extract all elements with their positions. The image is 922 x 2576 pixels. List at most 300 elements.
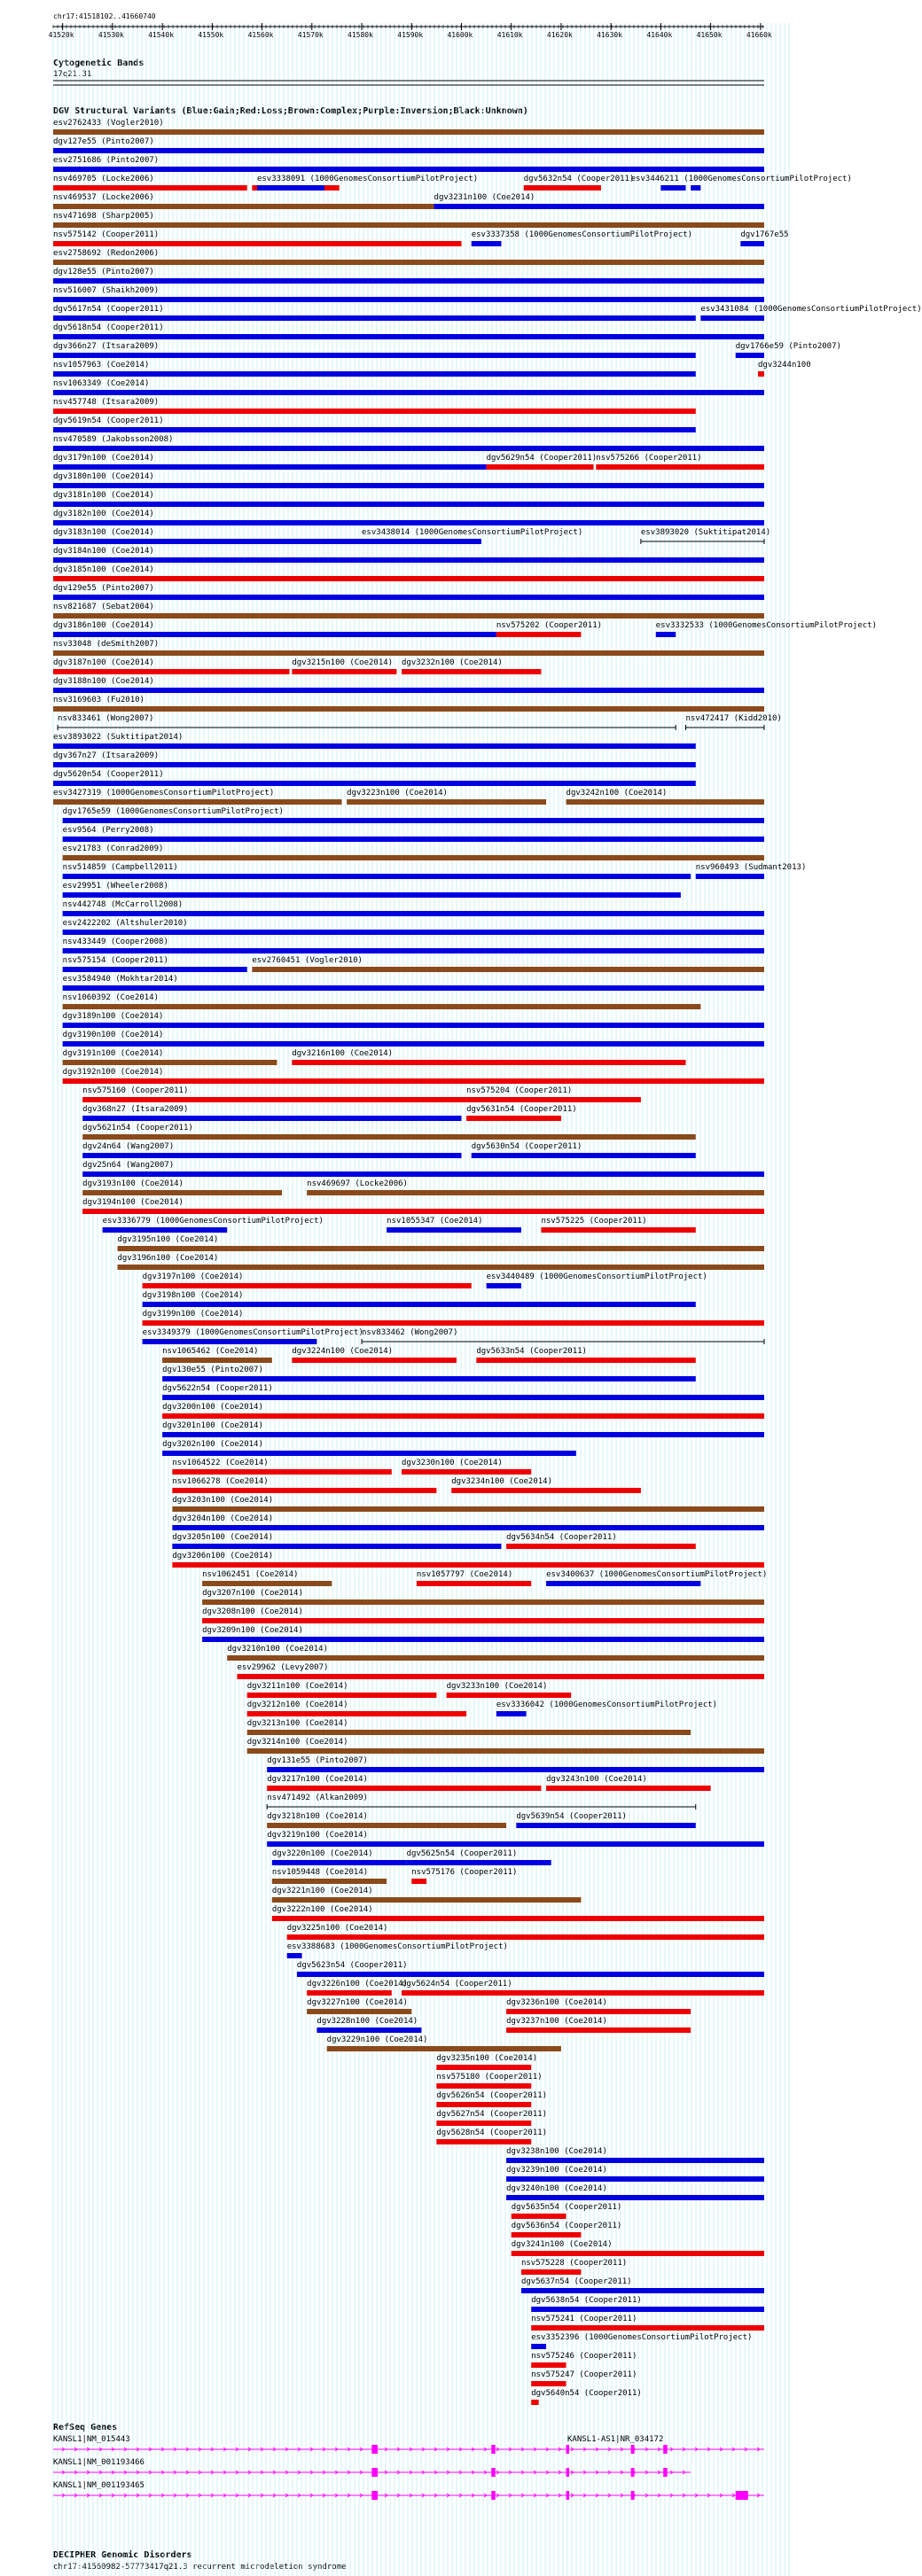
variant-label: dgv24n64 (Wang2007) <box>82 1142 175 1151</box>
variant-bar <box>63 818 764 823</box>
variant-bar <box>53 446 764 451</box>
decipher-disorder-label: chr17:41560982-57773417q21.3 recurrent microdeletion syndrome <box>53 2563 347 2572</box>
variant-label: nsv516007 (Shaikh2009) <box>53 286 160 295</box>
variant-bar <box>172 1544 501 1549</box>
variant-label: esv3893020 (Suktitipat2014) <box>640 528 771 537</box>
variant-label: dgv5638n54 (Cooper2011) <box>531 2296 642 2305</box>
variant-bar <box>436 2139 531 2144</box>
variant-bar <box>267 1823 506 1828</box>
variant-bar <box>82 1134 696 1140</box>
variant-label: dgv3229n100 (Coe2014) <box>326 2035 428 2044</box>
variant-label: esv3352396 (1000GenomesConsortiumPilotProject) <box>531 2333 753 2342</box>
variant-bar <box>506 2027 691 2033</box>
variant-bar <box>172 1469 391 1475</box>
variant-label: dgv3226n100 (Coe2014) <box>307 1980 408 1988</box>
variant-bar <box>472 1153 696 1158</box>
variant-bar <box>402 1990 764 1996</box>
gene-exon <box>491 2445 495 2454</box>
variant-bar <box>247 1748 764 1754</box>
variant-bar <box>63 1041 764 1047</box>
variant-bar <box>297 1972 764 1977</box>
variant-label: dgv3221n100 (Coe2014) <box>271 1887 373 1895</box>
variant-bar <box>82 1190 282 1195</box>
variant-label: dgv3222n100 (Coe2014) <box>271 1905 373 1914</box>
variant-label: nsv575246 (Cooper2011) <box>531 2352 637 2361</box>
variant-bar <box>63 1078 764 1084</box>
variant-label: dgv3186n100 (Coe2014) <box>53 621 154 630</box>
variant-label: dgv3179n100 (Coe2014) <box>53 454 154 463</box>
variant-bar <box>53 743 696 749</box>
variant-label: esv3427319 (1000GenomesConsortiumPilotProject) <box>53 789 275 798</box>
variant-bar <box>82 1209 764 1214</box>
variant-bar <box>53 520 764 525</box>
variant-label: esv9564 (Perry2008) <box>62 826 154 835</box>
variant-bar <box>53 427 696 432</box>
axis-tick-label: 41530k <box>98 31 124 39</box>
variant-bar <box>691 185 700 191</box>
gene-exon <box>663 2445 667 2454</box>
variant-label: dgv3180n100 (Coe2014) <box>53 472 154 481</box>
variant-bar <box>53 409 696 414</box>
variant-bar <box>660 185 685 191</box>
variant-bar <box>287 1953 302 1958</box>
variant-label: esv3337358 (1000GenomesConsortiumPilotProject) <box>471 230 692 239</box>
variant-bar <box>53 669 290 674</box>
variant-label: dgv367n27 (Itsara2009) <box>53 751 160 760</box>
decipher-track-title: DECIPHER Genomic Disorders <box>53 2550 192 2560</box>
variant-label: dgv3219n100 (Coe2014) <box>267 1831 368 1840</box>
variant-bar <box>143 1339 317 1344</box>
variant-bar <box>466 1116 561 1121</box>
variant-label: nsv821687 (Sebat2004) <box>53 603 154 611</box>
variant-label: dgv3203n100 (Coe2014) <box>172 1496 274 1505</box>
variant-bar <box>53 148 764 153</box>
variant-bar <box>700 315 764 321</box>
variant-label: dgv3242n100 (Coe2014) <box>566 789 668 798</box>
variant-label: dgv3201n100 (Coe2014) <box>162 1421 263 1430</box>
variant-bar <box>267 1767 764 1772</box>
variant-label: dgv5635n54 (Cooper2011) <box>511 2203 622 2212</box>
gene-exon <box>491 2491 495 2500</box>
variant-bar <box>307 2009 411 2014</box>
axis-tick-label: 41560k <box>247 31 274 39</box>
variant-bar <box>53 557 764 563</box>
variant-label: esv2751686 (Pinto2007) <box>53 156 160 165</box>
variant-bar <box>53 688 764 693</box>
variant-label: dgv5622n54 (Cooper2011) <box>162 1384 273 1393</box>
variant-label: esv3336042 (1000GenomesConsortiumPilotProject) <box>496 1700 718 1709</box>
variant-bar <box>531 2307 764 2312</box>
variant-bar <box>63 855 764 860</box>
variant-bar <box>82 1153 461 1158</box>
variant-bar <box>531 2362 566 2368</box>
variant-label: nsv471698 (Sharp2005) <box>53 212 154 221</box>
variant-bar <box>53 297 764 302</box>
gene-exon <box>371 2468 378 2477</box>
variant-label: dgv5617n54 (Cooper2011) <box>53 305 164 314</box>
variant-label: dgv3234n100 (Coe2014) <box>451 1477 553 1486</box>
variant-label: nsv575228 (Cooper2011) <box>520 2259 628 2268</box>
variant-label: esv3336779 (1000GenomesConsortiumPilotProject) <box>102 1217 324 1226</box>
variant-bar <box>162 1413 764 1419</box>
axis-tick-label: 41580k <box>348 31 373 39</box>
variant-bar <box>531 2325 764 2331</box>
variant-label: dgv3231n100 (Coe2014) <box>434 193 535 202</box>
variant-bar <box>202 1599 764 1605</box>
variant-label: dgv3185n100 (Coe2014) <box>53 565 154 574</box>
variant-bar <box>758 371 764 377</box>
variant-bar <box>292 1358 457 1363</box>
variant-label: esv21783 (Conrad2009) <box>62 844 164 853</box>
variant-bar <box>524 185 601 191</box>
variant-bar <box>272 1860 407 1865</box>
variant-label: nsv1057963 (Coe2014) <box>53 361 150 370</box>
variant-label: nsv472417 (Kidd2010) <box>685 714 782 723</box>
variant-bar <box>521 2288 764 2293</box>
variant-bar <box>53 483 764 488</box>
variant-label: dgv5640n54 (Cooper2011) <box>531 2389 642 2398</box>
variant-bar <box>162 1358 272 1363</box>
variant-bar <box>53 315 696 321</box>
variant-bar <box>506 2009 691 2014</box>
variant-bar <box>566 799 764 805</box>
variant-label: dgv3211n100 (Coe2014) <box>246 1682 348 1691</box>
axis-tick-label: 41620k <box>546 31 573 39</box>
variant-label: nsv833461 (Wong2007) <box>58 714 154 723</box>
axis-tick-label: 41650k <box>696 31 723 39</box>
variant-bar <box>252 967 764 972</box>
variant-label: esv3332533 (1000GenomesConsortiumPilotProject) <box>655 621 877 630</box>
variant-label: nsv469537 (Locke2006) <box>53 193 154 202</box>
variant-bar <box>740 241 764 246</box>
variant-bar <box>63 930 764 935</box>
variant-label: dgv3192n100 (Coe2014) <box>62 1068 164 1077</box>
variant-label: dgv5630n54 (Cooper2011) <box>471 1142 582 1151</box>
variant-label: nsv833462 (Wong2007) <box>362 1328 458 1337</box>
gene-label: KANSL1|NM_001193466 <box>53 2458 145 2467</box>
gene-exon <box>566 2468 569 2477</box>
variant-label: dgv3210n100 (Coe2014) <box>227 1645 328 1654</box>
variant-label: dgv3195n100 (Coe2014) <box>117 1235 219 1244</box>
variant-label: esv29962 (Levy2007) <box>237 1663 329 1672</box>
variant-bar <box>411 1879 426 1884</box>
variant-label: dgv5637n54 (Cooper2011) <box>520 2277 632 2286</box>
variant-label: nsv1060392 (Coe2014) <box>62 993 160 1002</box>
variant-label: dgv3194n100 (Coe2014) <box>82 1198 184 1207</box>
variant-bar <box>487 1283 521 1288</box>
variant-bar <box>402 1469 531 1475</box>
variant-bar <box>118 1265 764 1270</box>
variant-bar <box>521 2269 581 2275</box>
variant-label: dgv3191n100 (Coe2014) <box>62 1049 164 1058</box>
variant-bar <box>546 1786 711 1791</box>
gene-exon <box>631 2491 635 2500</box>
variant-bar <box>63 892 681 898</box>
variant-bar <box>53 278 764 284</box>
variant-label: esv3893022 (Suktitipat2014) <box>53 733 184 742</box>
variant-label: dgv5632n54 (Cooper2011) <box>523 175 635 183</box>
variant-bar <box>307 1190 764 1195</box>
variant-label: nsv33048 (deSmith2007) <box>53 640 160 649</box>
variant-label: nsv575154 (Cooper2011) <box>62 956 168 965</box>
variant-label: dgv366n27 (Itsara2009) <box>53 342 160 351</box>
variant-bar <box>496 1711 527 1716</box>
variant-label: dgv3188n100 (Coe2014) <box>53 677 154 686</box>
variant-label: dgv5618n54 (Cooper2011) <box>53 323 164 332</box>
variant-label: dgv3230n100 (Coe2014) <box>402 1459 503 1467</box>
variant-bar <box>476 1358 695 1363</box>
variant-bar <box>506 2176 764 2182</box>
variant-bar <box>202 1637 764 1642</box>
variant-bar <box>53 222 764 228</box>
variant-bar <box>63 1004 701 1009</box>
axis-tick-label: 41550k <box>198 31 224 39</box>
variant-label: nsv1064522 (Coe2014) <box>172 1459 269 1467</box>
variant-label: dgv3235n100 (Coe2014) <box>436 2054 538 2063</box>
variant-label: dgv3200n100 (Coe2014) <box>162 1403 263 1412</box>
variant-label: dgv3207n100 (Coe2014) <box>202 1589 303 1598</box>
variant-bar <box>53 241 461 246</box>
gene-exon <box>736 2491 748 2500</box>
cytogenetic-bands-title: Cytogenetic Bands <box>53 58 145 68</box>
variant-bar <box>327 2046 561 2051</box>
variant-label: dgv3184n100 (Coe2014) <box>53 547 154 556</box>
variant-label: nsv442748 (McCarroll2008) <box>62 900 184 909</box>
variant-label: dgv3193n100 (Coe2014) <box>82 1179 184 1188</box>
variant-label: dgv3214n100 (Coe2014) <box>246 1738 348 1747</box>
variant-bar <box>53 781 696 786</box>
axis-tick-label: 41610k <box>496 31 523 39</box>
variant-bar <box>496 632 582 637</box>
variant-label: nsv1062451 (Coe2014) <box>202 1570 299 1579</box>
variant-label: nsv1057797 (Coe2014) <box>416 1570 513 1579</box>
variant-bar <box>347 799 546 805</box>
variant-label: dgv1767e55 <box>740 230 789 239</box>
variant-bar <box>257 185 324 191</box>
variant-bar <box>436 2083 531 2089</box>
locus-label: chr17:41518102..41660740 <box>53 12 156 20</box>
variant-bar <box>53 167 764 172</box>
variant-label: dgv3223n100 (Coe2014) <box>347 789 448 798</box>
variant-bar <box>272 1897 582 1903</box>
variant-label: dgv3183n100 (Coe2014) <box>53 528 154 537</box>
gene-label: KANSL1|NM_015443 <box>53 2435 130 2444</box>
variant-label: dgv3198n100 (Coe2014) <box>142 1291 244 1300</box>
variant-label: dgv5631n54 (Cooper2011) <box>466 1105 577 1114</box>
variant-label: esv2762433 (Vogler2010) <box>53 119 164 128</box>
gene-exon <box>566 2491 569 2500</box>
variant-label: nsv575180 (Cooper2011) <box>436 2073 543 2082</box>
variant-label: esv2758692 (Redon2006) <box>53 249 160 258</box>
variant-bar <box>63 985 764 991</box>
variant-label: dgv3215n100 (Coe2014) <box>292 658 394 667</box>
variant-label: dgv3228n100 (Coe2014) <box>316 2017 418 2026</box>
variant-label: dgv3240n100 (Coe2014) <box>506 2184 607 2193</box>
gene-exon <box>491 2468 495 2477</box>
variant-label: dgv3237n100 (Coe2014) <box>506 2017 607 2026</box>
variant-label: nsv433449 (Cooper2008) <box>62 938 168 946</box>
variant-bar <box>436 2065 531 2070</box>
variant-bar <box>143 1302 696 1307</box>
variant-bar <box>736 353 764 358</box>
variant-bar <box>162 1376 696 1381</box>
variant-bar <box>541 1227 695 1233</box>
variant-bar <box>247 1730 691 1735</box>
variant-label: dgv3212n100 (Coe2014) <box>246 1700 348 1709</box>
variant-label: dgv3206n100 (Coe2014) <box>172 1552 274 1560</box>
variant-label: esv3388683 (1000GenomesConsortiumPilotProject) <box>286 1942 508 1951</box>
variant-bar <box>487 464 594 470</box>
variant-bar <box>434 204 764 209</box>
variant-bar <box>436 2121 531 2126</box>
gene-exon <box>371 2445 378 2454</box>
variant-label: dgv128e55 (Pinto2007) <box>53 268 154 276</box>
axis-tick-label: 41590k <box>397 31 424 39</box>
variant-label: nsv575247 (Cooper2011) <box>531 2370 637 2379</box>
variant-label: nsv575225 (Cooper2011) <box>541 1217 647 1226</box>
variant-label: esv3446211 (1000GenomesConsortiumPilotProject) <box>630 175 852 183</box>
variant-bar <box>506 1544 696 1549</box>
variant-label: dgv3218n100 (Coe2014) <box>267 1812 368 1821</box>
variant-label: esv3438014 (1000GenomesConsortiumPilotProject) <box>362 528 583 537</box>
variant-bar <box>53 650 764 656</box>
variant-bar <box>53 706 764 712</box>
variant-bar <box>63 967 247 972</box>
variant-label: dgv3232n100 (Coe2014) <box>402 658 503 667</box>
variant-label: esv2422202 (Altshuler2010) <box>62 919 188 928</box>
variant-bar <box>53 204 434 209</box>
variant-bar <box>316 2027 421 2033</box>
variant-label: nsv575142 (Cooper2011) <box>53 230 160 239</box>
variant-label: dgv3181n100 (Coe2014) <box>53 491 154 500</box>
variant-label: nsv1055347 (Coe2014) <box>387 1217 483 1226</box>
variant-bar <box>53 129 764 135</box>
variant-bar <box>172 1488 436 1493</box>
variant-bar <box>307 1990 392 1996</box>
variant-label: dgv5620n54 (Cooper2011) <box>53 770 164 779</box>
variant-bar <box>696 874 764 879</box>
variant-bar <box>53 371 696 377</box>
variant-bar <box>436 2102 531 2107</box>
variant-label: dgv5633n54 (Cooper2011) <box>476 1347 587 1356</box>
axis-tick-label: 41540k <box>148 31 175 39</box>
variant-bar <box>287 1934 764 1940</box>
variant-bar <box>172 1525 764 1530</box>
variant-label: nsv575266 (Cooper2011) <box>596 454 702 463</box>
variant-label: esv3440489 (1000GenomesConsortiumPilotProject) <box>486 1272 707 1281</box>
variant-bar <box>162 1395 764 1400</box>
axis-tick-label: 41570k <box>297 31 324 39</box>
variant-label: dgv5625n54 (Cooper2011) <box>406 1849 518 1858</box>
variant-bar <box>512 2251 764 2256</box>
variant-bar <box>387 1227 521 1233</box>
variant-label: dgv5626n54 (Cooper2011) <box>436 2091 547 2100</box>
variant-label: dgv3196n100 (Coe2014) <box>117 1254 219 1263</box>
variant-label: dgv3189n100 (Coe2014) <box>62 1012 164 1021</box>
variant-bar <box>82 1097 466 1102</box>
variant-bar <box>63 911 764 916</box>
variant-bar <box>417 1581 531 1586</box>
variant-label: dgv3209n100 (Coe2014) <box>202 1626 303 1635</box>
variant-label: nsv470589 (Jakobsson2008) <box>53 435 174 444</box>
variant-label: dgv5621n54 (Cooper2011) <box>82 1124 193 1132</box>
variant-bar <box>53 390 764 395</box>
gene-exon <box>631 2445 635 2454</box>
variant-label: dgv1765e59 (1000GenomesConsortiumPilotProject) <box>62 807 284 816</box>
variant-label: esv29951 (Wheeler2008) <box>62 882 168 891</box>
variant-label: dgv5639n54 (Cooper2011) <box>516 1812 627 1821</box>
variant-bar <box>272 1916 764 1921</box>
variant-bar <box>118 1246 764 1251</box>
variant-label: esv3400637 (1000GenomesConsortiumPilotProject) <box>546 1570 768 1579</box>
variant-label: nsv1063349 (Coe2014) <box>53 379 150 388</box>
variant-label: dgv5634n54 (Cooper2011) <box>506 1533 617 1542</box>
variant-bar <box>516 1823 695 1828</box>
variant-bar <box>407 1860 551 1865</box>
variant-bar <box>63 837 764 842</box>
variant-bar <box>63 1060 277 1065</box>
variant-label: nsv960493 (Sudmant2013) <box>695 863 807 872</box>
axis-tick-label: 41640k <box>646 31 673 39</box>
variant-label: dgv5624n54 (Cooper2011) <box>402 1980 512 1988</box>
variant-label: dgv5623n54 (Cooper2011) <box>296 1961 408 1970</box>
variant-bar <box>172 1506 764 1512</box>
variant-label: dgv3208n100 (Coe2014) <box>202 1607 303 1616</box>
variant-bar <box>202 1581 332 1586</box>
variant-bar <box>531 2400 538 2405</box>
variant-label: dgv3239n100 (Coe2014) <box>506 2166 607 2175</box>
variant-label: dgv130e55 (Pinto2007) <box>162 1366 263 1374</box>
variant-bar <box>512 2232 582 2237</box>
axis-tick-label: 41630k <box>597 31 623 39</box>
variant-label: dgv3199n100 (Coe2014) <box>142 1310 244 1319</box>
variant-label: dgv5636n54 (Cooper2011) <box>511 2222 622 2230</box>
dgv-track-title: DGV Structural Variants (Blue:Gain;Red:Loss;Brown:Complex;Purple:Inversion;Black:Unknown) <box>53 106 528 116</box>
variant-bar <box>63 948 764 953</box>
variant-label: dgv5629n54 (Cooper2011) <box>486 454 598 463</box>
cytoband-label: 17q21.31 <box>53 70 92 79</box>
variant-bar <box>172 1562 764 1568</box>
variant-bar <box>53 762 696 767</box>
variant-bar <box>162 1451 576 1456</box>
variant-label: nsv575204 (Cooper2011) <box>466 1086 573 1095</box>
variant-label: dgv127e55 (Pinto2007) <box>53 137 154 146</box>
axis-tick-label: 41600k <box>447 31 473 39</box>
variant-bar <box>362 539 481 544</box>
variant-label: dgv3225n100 (Coe2014) <box>286 1924 388 1933</box>
variant-label: dgv25n64 (Wang2007) <box>82 1161 175 1170</box>
axis-tick-label: 41520k <box>48 31 74 39</box>
variant-bar <box>53 632 496 637</box>
variant-label: nsv469697 (Locke2006) <box>307 1179 408 1188</box>
variant-label: nsv575160 (Cooper2011) <box>82 1086 189 1095</box>
variant-bar <box>656 632 676 637</box>
gene-exon <box>631 2468 635 2477</box>
variant-bar <box>402 669 541 674</box>
variant-bar <box>63 1023 764 1028</box>
gene-label: KANSL1|NM_001193465 <box>53 2481 145 2490</box>
variant-bar <box>466 1097 641 1102</box>
variant-bar <box>143 1283 472 1288</box>
variant-label: dgv3182n100 (Coe2014) <box>53 510 154 518</box>
variant-label: esv3338091 (1000GenomesConsortiumPilotProject) <box>256 175 479 183</box>
variant-label: esv2760451 (Vogler2010) <box>252 956 363 965</box>
gene-label: KANSL1-AS1|NR_034172 <box>567 2435 664 2444</box>
variant-bar <box>53 799 342 805</box>
variant-bar <box>512 2214 566 2219</box>
variant-label: dgv5619n54 (Cooper2011) <box>53 416 164 425</box>
variant-bar <box>82 1116 461 1121</box>
